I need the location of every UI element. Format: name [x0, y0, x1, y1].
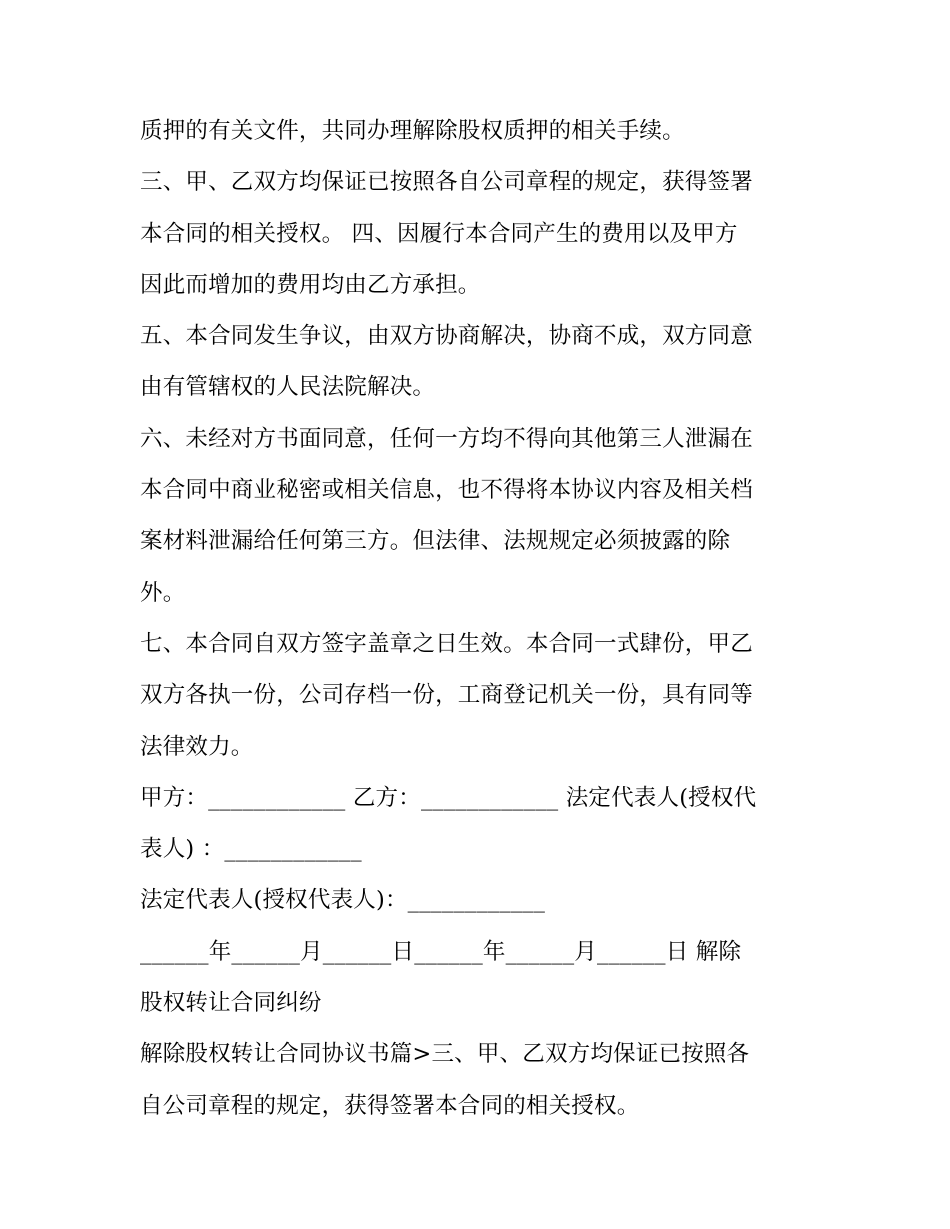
text-line: 法律效力。: [140, 733, 254, 760]
text-line: 本合同的相关授权。 四、因履行本合同产生的费用以及甲方: [140, 220, 738, 247]
text-line: 五、本合同发生争议，由双方协商解决，协商不成，双方同意: [140, 323, 753, 350]
text-line: 因此而增加的费用均由乙方承担。: [140, 271, 481, 298]
text-line: 自公司章程的规定，获得签署本合同的相关授权。: [140, 1092, 640, 1119]
text-line: 三、甲、乙双方均保证已按照各自公司章程的规定，获得签署: [140, 169, 753, 196]
text-line: 本合同中商业秘密或相关信息，也不得将本协议内容及相关档: [140, 477, 753, 504]
text-line: 质押的有关文件，共同办理解除股权质押的相关手续。: [140, 118, 685, 144]
text-line: 解除股权转让合同协议书篇>三、甲、乙双方均保证已按照各: [140, 1041, 750, 1068]
text-line: 双方各执一份，公司存档一份，工商登记机关一份，具有同等: [140, 682, 753, 709]
text-line: 案材料泄漏给任何第三方。但法律、法规规定必须披露的除: [140, 528, 731, 555]
text-line: 股权转让合同纠纷: [140, 990, 322, 1017]
text-line: 由有管辖权的人民法院解决。: [140, 374, 436, 401]
contract-text-body: [140, 106, 815, 1132]
text-line: 七、本合同自双方签字盖章之日生效。本合同一式肆份，甲乙: [140, 630, 753, 657]
text-line: 外。: [140, 579, 186, 606]
text-line: 六、未经对方书面同意，任何一方均不得向其他第三人泄漏在: [140, 425, 753, 452]
signature-line: 表人) ：____________: [140, 836, 362, 863]
date-line: ______年______月______日______年______月______日 解除: [140, 938, 742, 965]
signature-line: 甲方：____________ 乙方：____________ 法定代表人(授权代: [140, 784, 757, 811]
signature-line: 法定代表人(授权代表人)：____________: [140, 887, 546, 914]
